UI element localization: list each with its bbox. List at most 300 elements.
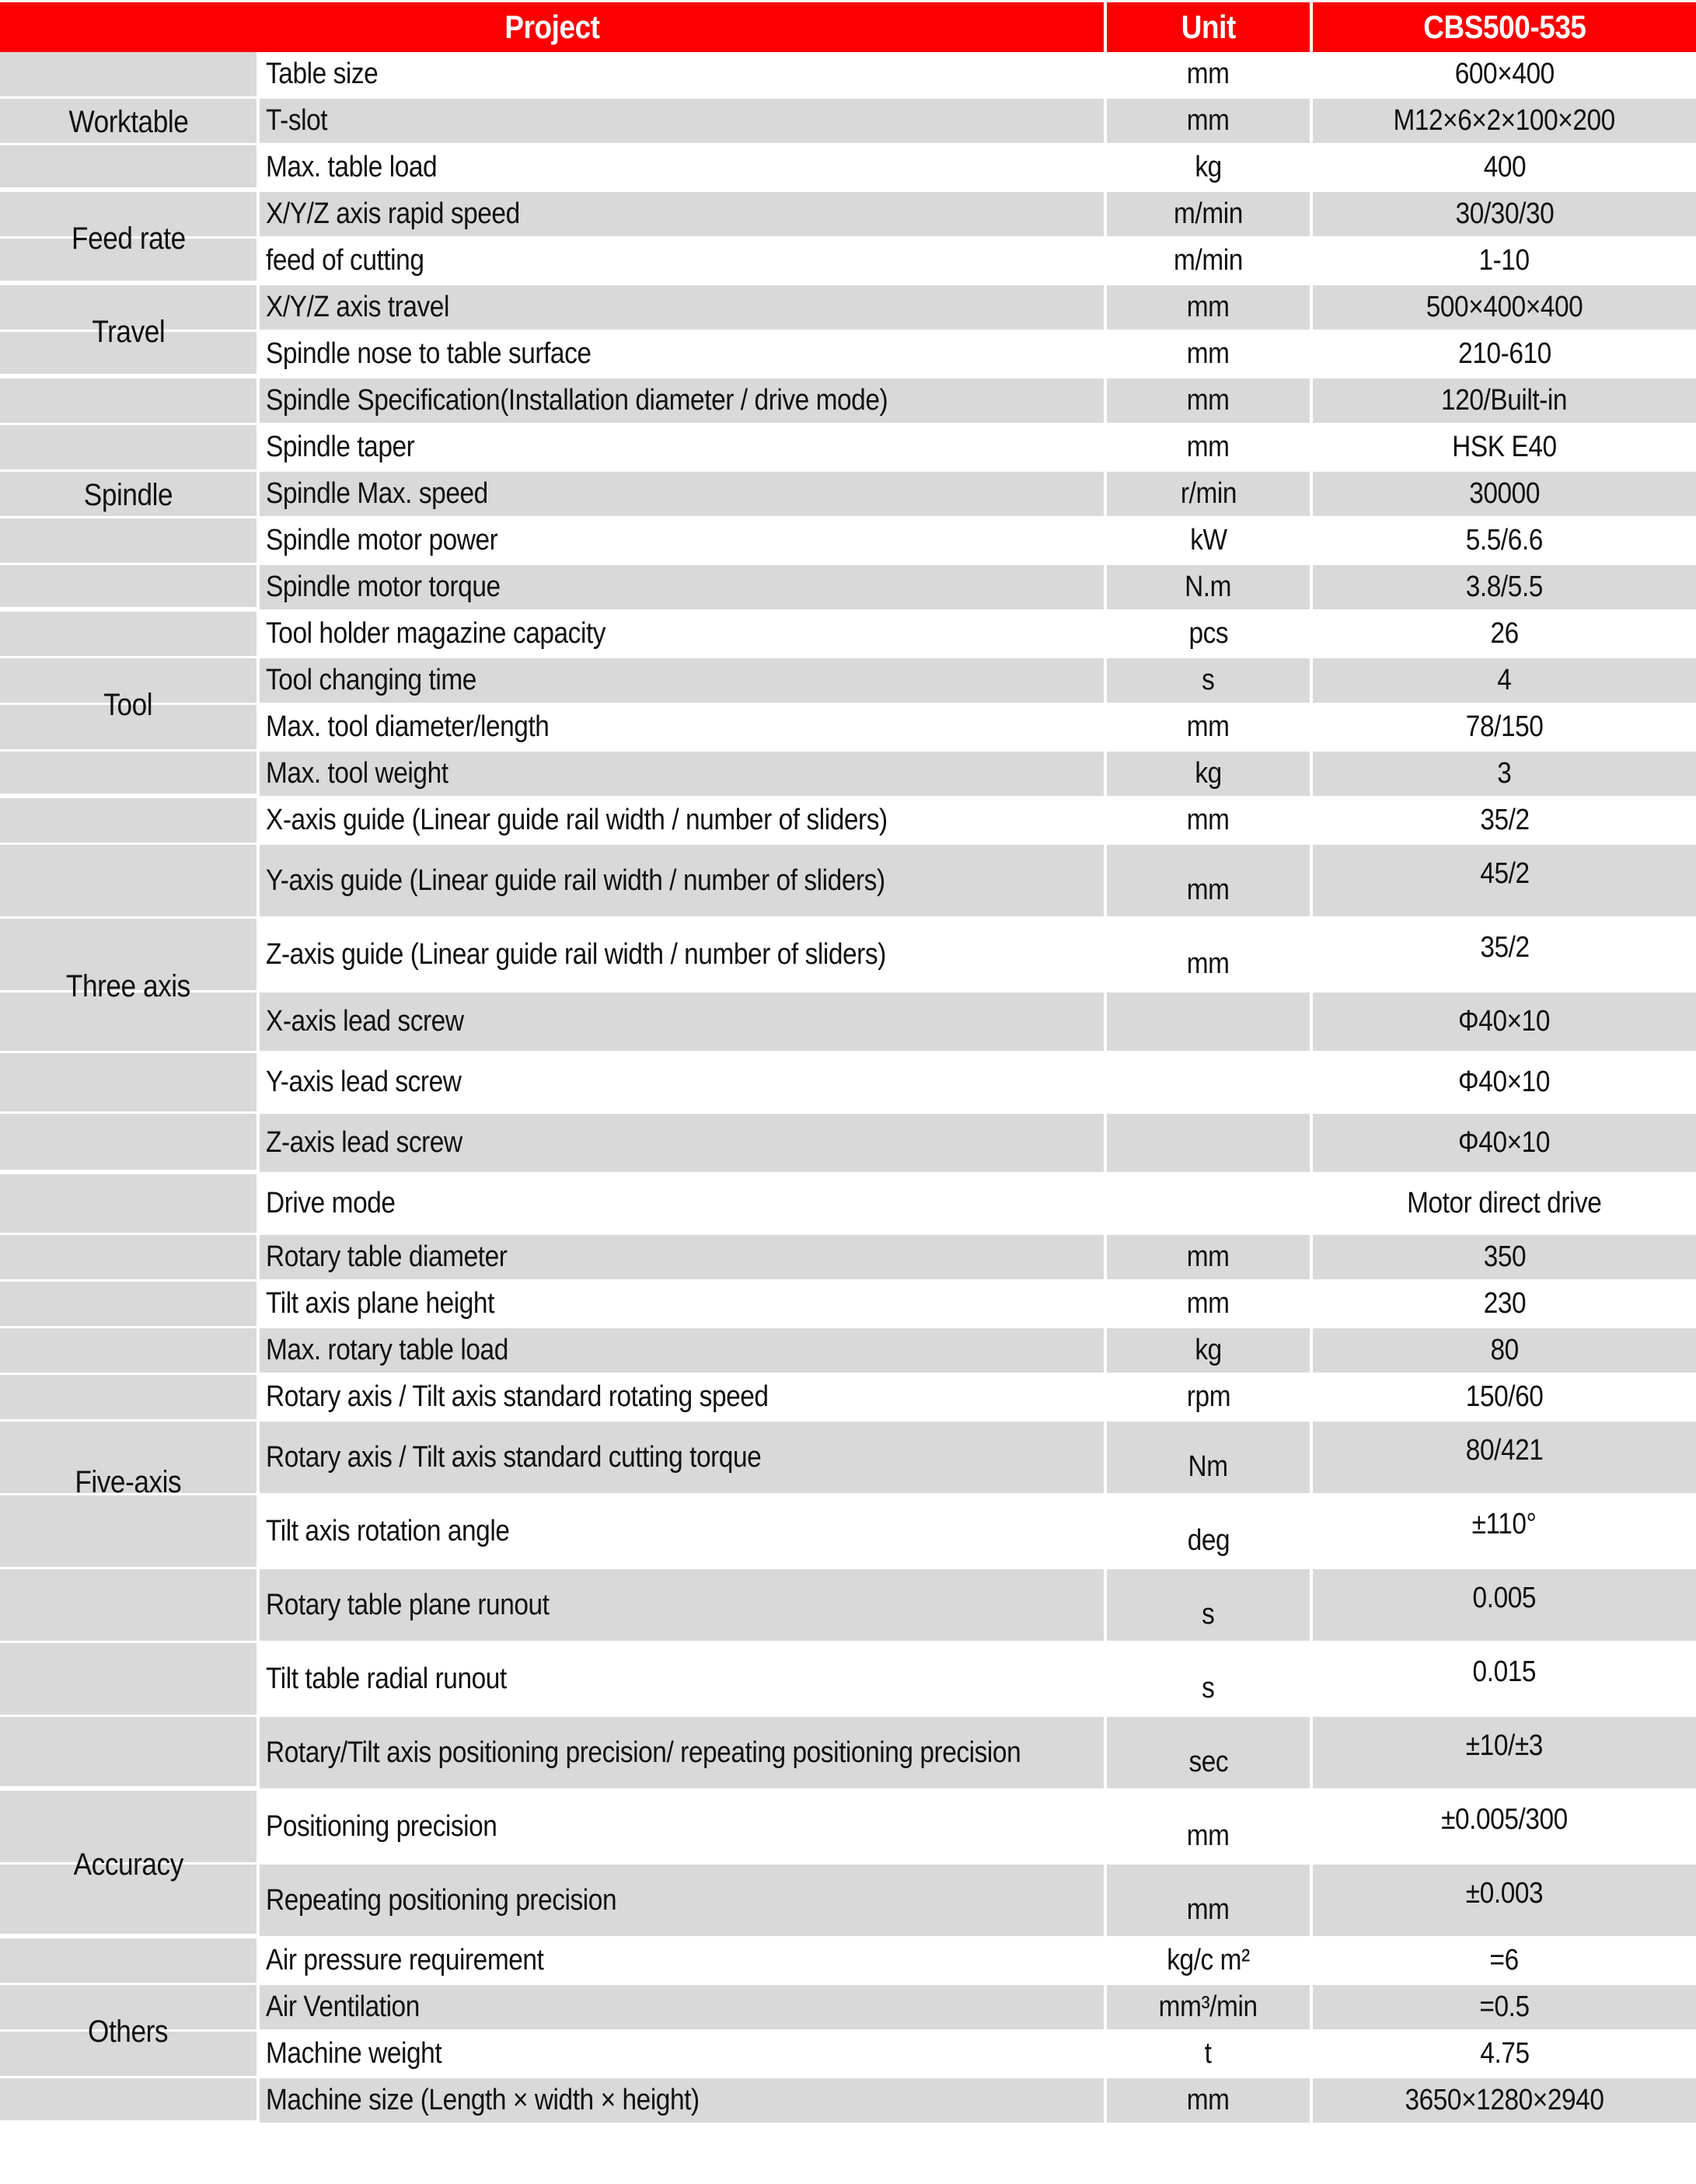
table-row	[0, 1235, 1696, 1282]
spec-value-text: 4.75	[1479, 2037, 1530, 2070]
spec-item-text: Tilt axis rotation angle	[266, 1514, 510, 1547]
spec-item-cell	[260, 705, 1104, 752]
spec-value-cell	[1313, 52, 1696, 99]
spec-value-text: 45/2	[1479, 857, 1530, 890]
spec-item-text: Tilt axis plane height	[266, 1287, 494, 1320]
spec-value-text: ±0.005/300	[1441, 1803, 1568, 1836]
spec-value-cell	[1313, 565, 1696, 612]
spec-value-cell	[1313, 1375, 1696, 1422]
spec-unit-cell	[1107, 1791, 1310, 1865]
spec-unit-text: mm	[1187, 710, 1230, 743]
spec-value-cell	[1313, 145, 1696, 192]
spec-value-text: 120/Built-in	[1441, 384, 1568, 417]
spec-unit-cell	[1107, 239, 1310, 285]
spec-unit-cell	[1107, 1282, 1310, 1328]
spec-item-cell	[260, 379, 1104, 425]
spec-value-text: 26	[1490, 617, 1519, 650]
group-column-segment	[0, 1495, 256, 1569]
spec-value-cell	[1313, 658, 1696, 705]
spec-item-text: Z-axis lead screw	[266, 1126, 462, 1159]
spec-item-text: Repeating positioning precision	[266, 1883, 617, 1917]
table-row	[0, 472, 1696, 518]
spec-item-cell	[260, 1791, 1104, 1865]
header-model	[1313, 2, 1696, 52]
spec-value-cell	[1313, 472, 1696, 518]
spec-value-cell	[1313, 1643, 1696, 1717]
spec-item-text: Rotary axis / Tilt axis standard rotating speed	[266, 1380, 769, 1413]
spec-item-text: Tool changing time	[266, 664, 476, 696]
spec-value-text: 0.005	[1472, 1582, 1537, 1614]
spec-value-cell	[1313, 1938, 1696, 1985]
table-row	[0, 798, 1696, 845]
spec-unit-cell	[1107, 658, 1310, 705]
table-row	[0, 1422, 1696, 1495]
spec-value-cell	[1313, 1328, 1696, 1375]
spec-item-text: Air pressure requirement	[266, 1944, 544, 1976]
group-column-segment	[0, 1938, 256, 1985]
spec-unit-cell	[1107, 1114, 1310, 1174]
spec-item-cell	[260, 1328, 1104, 1375]
spec-item-cell	[260, 1174, 1104, 1235]
spec-item-cell	[260, 612, 1104, 658]
spec-unit-text: mm	[1187, 431, 1230, 463]
spec-unit-cell	[1107, 52, 1310, 99]
spec-value-text: Φ40×10	[1458, 1126, 1551, 1159]
spec-item-text: Max. rotary table load	[266, 1334, 508, 1366]
table-row	[0, 993, 1696, 1053]
group-column-segment	[0, 332, 256, 379]
spec-unit-cell	[1107, 1717, 1310, 1791]
spec-unit-text: mm	[1187, 384, 1230, 417]
spec-value-text: 80/421	[1465, 1434, 1544, 1467]
spec-unit-text: sec	[1188, 1746, 1228, 1778]
table-row	[0, 2032, 1696, 2078]
spec-value-cell	[1313, 1053, 1696, 1114]
table-row	[0, 1643, 1696, 1717]
spec-value-text: 400	[1483, 151, 1526, 183]
group-label-text: Five-axis	[75, 1465, 182, 1499]
spec-unit-text: mm	[1187, 2084, 1230, 2116]
group-label-text: Worktable	[68, 104, 188, 139]
group-column-segment	[0, 565, 256, 612]
group-column-segment	[0, 472, 256, 518]
spec-value-text: 230	[1483, 1287, 1526, 1320]
spec-value-cell	[1313, 1495, 1696, 1569]
spec-value-cell	[1313, 2032, 1696, 2078]
spec-value-text: 35/2	[1479, 804, 1530, 836]
spec-value-text: ±10/±3	[1465, 1729, 1544, 1762]
table-row	[0, 752, 1696, 798]
spec-value-cell	[1313, 192, 1696, 239]
spec-value-cell	[1313, 239, 1696, 285]
spec-unit-cell	[1107, 332, 1310, 379]
spec-value-cell	[1313, 1174, 1696, 1235]
header-unit	[1107, 2, 1310, 52]
spec-unit-text: s	[1202, 664, 1215, 696]
spec-item-cell	[260, 1114, 1104, 1174]
spec-value-text: 210-610	[1457, 337, 1551, 370]
spec-item-cell	[260, 472, 1104, 518]
spec-value-text: 1-10	[1478, 244, 1530, 277]
spec-unit-cell	[1107, 919, 1310, 993]
spec-unit-text: deg	[1187, 1524, 1230, 1557]
spec-item-cell	[260, 2032, 1104, 2078]
table-row	[0, 565, 1696, 612]
spec-value-cell	[1313, 705, 1696, 752]
spec-value-text: =6	[1489, 1944, 1520, 1976]
spec-item-text: feed of cutting	[266, 244, 424, 277]
spec-unit-cell	[1107, 1375, 1310, 1422]
spec-item-text: Positioning precision	[266, 1809, 497, 1843]
group-column-segment	[0, 99, 256, 145]
spec-item-cell	[260, 1865, 1104, 1938]
spec-item-cell	[260, 332, 1104, 379]
group-column-segment	[0, 1717, 256, 1791]
spec-unit-cell	[1107, 1053, 1310, 1114]
spec-value-text: 3650×1280×2940	[1405, 2084, 1604, 2116]
table-row	[0, 845, 1696, 919]
table-row	[0, 1174, 1696, 1235]
spec-item-cell	[260, 192, 1104, 239]
spec-unit-text: mm	[1187, 58, 1230, 90]
group-column-segment	[0, 1235, 256, 1282]
spec-unit-cell	[1107, 565, 1310, 612]
header-project	[0, 2, 1104, 52]
table-row	[0, 919, 1696, 993]
spec-item-text: X/Y/Z axis travel	[266, 291, 449, 323]
table-row	[0, 239, 1696, 285]
spec-item-cell	[260, 565, 1104, 612]
spec-item-text: Max. tool weight	[266, 757, 448, 790]
group-column-segment	[0, 1643, 256, 1717]
spec-item-cell	[260, 1235, 1104, 1282]
spec-unit-text: s	[1202, 1598, 1215, 1631]
spec-value-cell	[1313, 798, 1696, 845]
spec-value-cell	[1313, 379, 1696, 425]
spec-item-cell	[260, 1375, 1104, 1422]
spec-value-cell	[1313, 1235, 1696, 1282]
spec-item-text: Z-axis guide (Linear guide rail width / number of sliders)	[266, 937, 886, 971]
spec-value-text: Motor direct drive	[1407, 1187, 1602, 1219]
spec-item-cell	[260, 239, 1104, 285]
spec-unit-cell	[1107, 2032, 1310, 2078]
spec-item-cell	[260, 658, 1104, 705]
group-column-segment	[0, 1174, 256, 1235]
group-column-segment	[0, 1865, 256, 1938]
spec-unit-text: kg/c m²	[1167, 1944, 1250, 1976]
group-column-segment	[0, 993, 256, 1053]
group-column-segment	[0, 705, 256, 752]
spec-unit-text: mm	[1187, 104, 1230, 137]
group-column-segment	[0, 1114, 256, 1174]
spec-item-text: Y-axis guide (Linear guide rail width / number of sliders)	[266, 863, 885, 897]
group-label-text: Accuracy	[73, 1847, 183, 1882]
spec-unit-text: kg	[1195, 757, 1222, 790]
table-row	[0, 1791, 1696, 1865]
spec-unit-text: mm	[1187, 947, 1230, 980]
header-unit-label: Unit	[1181, 9, 1236, 45]
spec-item-text: Max. table load	[266, 151, 438, 183]
spec-unit-text: s	[1202, 1672, 1215, 1704]
spec-item-text: Spindle motor torque	[266, 570, 501, 603]
spec-item-text: X/Y/Z axis rapid speed	[266, 197, 520, 230]
spec-item-text: Spindle Specification(Installation diameter / drive mode)	[266, 384, 888, 417]
spec-value-text: 350	[1483, 1240, 1526, 1273]
spec-value-cell	[1313, 2078, 1696, 2125]
group-label-text: Travel	[92, 314, 165, 349]
group-label-text: Spindle	[83, 477, 173, 512]
group-column-segment	[0, 1791, 256, 1865]
spec-item-cell	[260, 798, 1104, 845]
table-row	[0, 332, 1696, 379]
spec-item-cell	[260, 1938, 1104, 1985]
spec-unit-text: kg	[1195, 151, 1222, 183]
group-column-segment	[0, 1282, 256, 1328]
spec-unit-text: mm	[1187, 1819, 1230, 1852]
spec-unit-text: kW	[1189, 524, 1227, 556]
spec-unit-text: r/min	[1180, 477, 1237, 510]
spec-unit-text: mm	[1187, 804, 1230, 836]
spec-value-cell	[1313, 845, 1696, 919]
group-label-text: Tool	[103, 687, 153, 722]
table-row	[0, 658, 1696, 705]
group-label-text: Others	[88, 2014, 169, 2049]
spec-unit-cell	[1107, 1569, 1310, 1643]
group-column-segment	[0, 192, 256, 239]
spec-unit-text: mm	[1187, 1893, 1230, 1926]
spec-item-cell	[260, 2078, 1104, 2125]
spec-unit-cell	[1107, 1938, 1310, 1985]
spec-unit-text: mm	[1187, 1287, 1230, 1320]
spec-unit-cell	[1107, 1643, 1310, 1717]
spec-item-cell	[260, 99, 1104, 145]
table-row	[0, 1985, 1696, 2032]
spec-item-text: Air Ventilation	[266, 1990, 420, 2023]
spec-item-cell	[260, 1569, 1104, 1643]
spec-unit-cell	[1107, 285, 1310, 332]
table-row	[0, 192, 1696, 239]
spec-unit-text: N.m	[1185, 570, 1232, 603]
spec-value-cell	[1313, 1865, 1696, 1938]
spec-item-cell	[260, 845, 1104, 919]
spec-item-cell	[260, 285, 1104, 332]
spec-unit-text: pcs	[1188, 617, 1228, 650]
spec-value-cell	[1313, 332, 1696, 379]
spec-item-cell	[260, 1282, 1104, 1328]
spec-item-cell	[260, 518, 1104, 565]
spec-value-text: Φ40×10	[1458, 1066, 1551, 1098]
spec-unit-text: mm	[1187, 291, 1230, 323]
spec-item-text: Drive mode	[266, 1187, 396, 1219]
table-row	[0, 612, 1696, 658]
spec-item-cell	[260, 1053, 1104, 1114]
spec-item-cell	[260, 919, 1104, 993]
spec-unit-cell	[1107, 518, 1310, 565]
table-row	[0, 1282, 1696, 1328]
spec-unit-text: Nm	[1188, 1450, 1229, 1483]
group-column-segment	[0, 379, 256, 425]
group-column-segment	[0, 285, 256, 332]
spec-value-cell	[1313, 1791, 1696, 1865]
spec-item-cell	[260, 145, 1104, 192]
header-project-label: Project	[504, 9, 600, 45]
table-row	[0, 285, 1696, 332]
spec-unit-text: rpm	[1186, 1380, 1230, 1413]
spec-item-text: Table size	[266, 58, 379, 90]
table-row	[0, 1114, 1696, 1174]
spec-value-text: 35/2	[1479, 931, 1530, 964]
group-column-segment	[0, 239, 256, 285]
spec-value-text: ±110°	[1472, 1508, 1537, 1540]
spec-item-text: Rotary table plane runout	[266, 1588, 550, 1621]
group-column-segment	[0, 52, 256, 99]
spec-item-text: Machine size (Length × width × height)	[266, 2084, 700, 2116]
group-column-segment	[0, 2032, 256, 2078]
spec-unit-cell	[1107, 192, 1310, 239]
table-header-row	[0, 2, 1696, 52]
table-row	[0, 379, 1696, 425]
group-column-segment	[0, 919, 256, 993]
spec-item-text: Tilt table radial runout	[266, 1662, 507, 1695]
spec-unit-text: mm³/min	[1159, 1990, 1258, 2023]
spec-value-text: 500×400×400	[1426, 291, 1583, 323]
group-column-segment	[0, 798, 256, 845]
spec-unit-text: mm	[1187, 1240, 1230, 1273]
spec-value-text: HSK E40	[1452, 431, 1557, 463]
group-label-text: Feed rate	[71, 221, 186, 256]
header-model-label: CBS500-535	[1422, 9, 1586, 45]
group-column-segment	[0, 1569, 256, 1643]
group-column-segment	[0, 1375, 256, 1422]
spec-unit-cell	[1107, 1422, 1310, 1495]
spec-item-text: Machine weight	[266, 2037, 442, 2070]
group-label-text: Three axis	[66, 968, 190, 1003]
spec-value-text: 0.015	[1472, 1655, 1537, 1688]
spec-value-text: 600×400	[1454, 58, 1555, 90]
spec-item-cell	[260, 752, 1104, 798]
spec-value-cell	[1313, 1114, 1696, 1174]
spec-unit-cell	[1107, 752, 1310, 798]
spec-value-text: 3	[1497, 757, 1512, 790]
spec-unit-cell	[1107, 612, 1310, 658]
group-column-segment	[0, 518, 256, 565]
spec-value-text: 150/60	[1465, 1380, 1544, 1413]
table-row	[0, 705, 1696, 752]
table-row	[0, 52, 1696, 99]
spec-value-cell	[1313, 993, 1696, 1053]
group-column-segment	[0, 425, 256, 472]
spec-item-cell	[260, 425, 1104, 472]
table-row	[0, 1717, 1696, 1791]
spec-item-text: Spindle Max. speed	[266, 477, 488, 510]
table-row	[0, 145, 1696, 192]
spec-unit-cell	[1107, 798, 1310, 845]
spec-value-text: 80	[1490, 1334, 1519, 1366]
group-column-segment	[0, 845, 256, 919]
table-row	[0, 2078, 1696, 2125]
group-column-segment	[0, 1422, 256, 1495]
spec-value-cell	[1313, 919, 1696, 993]
spec-value-cell	[1313, 99, 1696, 145]
spec-value-text: 30/30/30	[1455, 197, 1554, 230]
spec-value-cell	[1313, 1282, 1696, 1328]
table-row	[0, 1375, 1696, 1422]
spec-unit-cell	[1107, 1985, 1310, 2032]
spec-item-text: Tool holder magazine capacity	[266, 617, 606, 650]
spec-item-cell	[260, 1422, 1104, 1495]
spec-unit-text: mm	[1187, 337, 1230, 370]
spec-unit-text: mm	[1187, 874, 1230, 906]
spec-unit-cell	[1107, 845, 1310, 919]
spec-unit-cell	[1107, 472, 1310, 518]
spec-unit-cell	[1107, 1174, 1310, 1235]
spec-value-cell	[1313, 1717, 1696, 1791]
spec-value-text: M12×6×2×100×200	[1393, 104, 1616, 137]
spec-value-text: 30000	[1469, 477, 1540, 510]
group-column-segment	[0, 658, 256, 705]
spec-item-cell	[260, 1495, 1104, 1569]
spec-value-cell	[1313, 612, 1696, 658]
spec-item-text: T-slot	[266, 104, 328, 137]
spec-value-cell	[1313, 752, 1696, 798]
spec-item-cell	[260, 993, 1104, 1053]
table-row	[0, 1328, 1696, 1375]
spec-item-cell	[260, 1643, 1104, 1717]
spec-item-text: X-axis guide (Linear guide rail width / number of sliders)	[266, 804, 888, 836]
spec-value-cell	[1313, 285, 1696, 332]
spec-item-text: Spindle taper	[266, 431, 415, 463]
table-body	[0, 52, 1696, 2125]
spec-unit-cell	[1107, 1865, 1310, 1938]
table-row	[0, 425, 1696, 472]
table-row	[0, 1938, 1696, 1985]
spec-value-text: ±0.003	[1465, 1877, 1544, 1910]
spec-unit-cell	[1107, 425, 1310, 472]
spec-unit-cell	[1107, 993, 1310, 1053]
spec-value-cell	[1313, 425, 1696, 472]
spec-value-cell	[1313, 1985, 1696, 2032]
spec-value-text: 78/150	[1465, 710, 1544, 743]
spec-unit-text: t	[1205, 2037, 1212, 2070]
group-column-segment	[0, 1053, 256, 1114]
group-column-segment	[0, 612, 256, 658]
table-row	[0, 518, 1696, 565]
table-row	[0, 1569, 1696, 1643]
group-column-segment	[0, 1985, 256, 2032]
table-row	[0, 1865, 1696, 1938]
spec-item-cell	[260, 1717, 1104, 1791]
spec-value-cell	[1313, 1569, 1696, 1643]
group-column-segment	[0, 1328, 256, 1375]
table-row	[0, 1053, 1696, 1114]
spec-value-text: 3.8/5.5	[1465, 570, 1544, 603]
spec-item-text: Spindle motor power	[266, 524, 498, 556]
spec-value-cell	[1313, 1422, 1696, 1495]
spec-item-text: Spindle nose to table surface	[266, 337, 592, 370]
spec-value-text: Φ40×10	[1458, 1005, 1551, 1038]
spec-unit-cell	[1107, 99, 1310, 145]
spec-unit-cell	[1107, 705, 1310, 752]
spec-unit-cell	[1107, 1328, 1310, 1375]
spec-item-cell	[260, 1985, 1104, 2032]
table-row	[0, 99, 1696, 145]
spec-item-text: Max. tool diameter/length	[266, 710, 550, 743]
spec-value-cell	[1313, 518, 1696, 565]
spec-item-text: Rotary axis / Tilt axis standard cutting torque	[266, 1440, 762, 1474]
spec-unit-text: m/min	[1174, 197, 1243, 230]
spec-value-text: 5.5/6.6	[1465, 524, 1544, 556]
spec-value-text: 4	[1497, 664, 1512, 696]
